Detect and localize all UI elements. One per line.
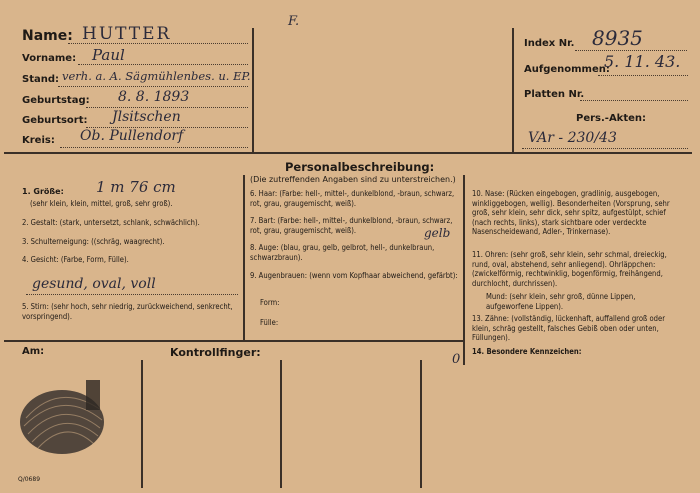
stand-line <box>58 86 248 87</box>
form-code: Q/0689 <box>18 476 41 483</box>
platten-line <box>580 100 688 101</box>
finger-divider-1 <box>141 360 143 488</box>
zero-mark: 0 <box>452 352 461 367</box>
geburtsort-value: Jlsitschen <box>112 109 181 125</box>
aufgenommen-label: Aufgenommen: <box>524 64 610 75</box>
geburtstag-line <box>86 107 248 108</box>
vorname-label: Vorname: <box>22 53 77 64</box>
index-label: Index Nr. <box>524 38 575 49</box>
schulter-text: 3. Schulterneigung: ((schräg, waagrecht). <box>22 237 165 246</box>
gesicht-line <box>26 294 238 295</box>
platten-label: Platten Nr. <box>524 89 585 100</box>
aufgenommen-value: 5. 11. 43. <box>604 52 681 71</box>
groesse-text: (sehr klein, klein, mittel, groß, sehr groß). <box>30 199 173 208</box>
section-subtitle: (Die zutreffenden Angaben sind zu unterstreichen.) <box>250 175 456 184</box>
akten-line <box>522 148 688 149</box>
index-value: 8935 <box>592 26 643 50</box>
fingerprint <box>14 376 118 460</box>
geburtstag-label: Geburtstag: <box>22 95 90 106</box>
groesse-label: 1. Größe: <box>22 187 64 196</box>
divider-header-left <box>252 28 254 152</box>
finger-divider-2 <box>280 360 282 488</box>
name-value: HUTTER <box>82 24 172 44</box>
gesicht-text: 4. Gesicht: (Farbe, Form, Fülle). <box>22 255 129 264</box>
f-mark: F. <box>288 14 300 29</box>
akten-value: VAr - 230/43 <box>528 130 617 146</box>
stirn-text: 5. Stirn: (sehr hoch, sehr niedrig, zurückweichend, senkrecht, vorspringend). <box>22 302 233 321</box>
vorname-line <box>78 64 248 65</box>
kontrollfinger-label: Kontrollfinger: <box>170 346 261 359</box>
haar-text: 6. Haar: (Farbe: hell-, mittel-, dunkelblond, -braun, schwarz, rot, grau, graugemischt, weiß). <box>250 189 455 208</box>
gestalt-text: 2. Gestalt: (stark, untersetzt, schlank, schwächlich). <box>22 218 200 227</box>
kreis-line <box>60 147 248 148</box>
index-line <box>575 50 687 51</box>
stand-label: Stand: <box>22 74 60 85</box>
name-label: Name: <box>22 28 73 44</box>
fingerprint-image <box>14 376 118 460</box>
geburtstag-value: 8. 8. 1893 <box>118 89 190 105</box>
akten-label: Pers.-Akten: <box>576 113 647 124</box>
augenbrauen-text: 9. Augenbrauen: (wenn vom Kopfhaar abweichend, gefärbt): <box>250 271 458 280</box>
kennzeichen-text: 14. Besondere Kennzeichen: <box>472 347 582 356</box>
auge-value: gelb <box>424 226 451 240</box>
aufgenommen-line <box>598 75 688 76</box>
stand-value: verh. a. A. Sägmühlenbes. u. EP. <box>62 69 251 83</box>
kreis-value: Ob. Pullendorf <box>80 128 184 144</box>
geburtsort-label: Geburtsort: <box>22 115 88 126</box>
form-label: Form: <box>260 298 280 307</box>
fuelle-label: Fülle: <box>260 318 279 327</box>
auge-text: 8. Auge: (blau, grau, gelb, gelbrot, hell-, dunkelbraun, schwarzbraun). <box>250 243 435 262</box>
mund-text: Mund: (sehr klein, sehr groß, dünne Lippen, aufgeworfene Lippen). <box>486 292 636 311</box>
zaehne-text: 13. Zähne: (vollständig, lückenhaft, auffallend groß oder klein, schräg gestellt, falsches Gebiß oben oder unten, Füllungen). <box>472 314 665 343</box>
am-label: Am: <box>22 346 45 357</box>
gesicht-value: gesund, oval, voll <box>32 276 156 292</box>
section-title: Personalbeschreibung: <box>285 160 435 174</box>
divider-header-right <box>512 28 514 152</box>
ohren-text: 11. Ohren: (sehr groß, sehr klein, sehr schmal, dreieckig, rund, oval, abstehend, sehr anliegend). Ohrläppchen: (zwickelförmig, rechtwinklig, bogenförmig, freihängend, durchlocht, durchrissen). <box>472 250 667 288</box>
divider-col1 <box>243 175 245 340</box>
finger-divider-3 <box>420 360 422 488</box>
divider-bottom <box>4 340 464 342</box>
nase-text: 10. Nase: (Rücken eingebogen, gradlinig, ausgebogen, winkliggebogen, wellig). Besonderheiten (Vorsprung, sehr groß, sehr klein, sehr dick, sehr spitz, aufgestülpt, schief (nach rechts, links), stark sichtbare oder verdeckte Nasenscheidewand, Adler-, Trinkernase). <box>472 189 670 237</box>
bart-text: 7. Bart: (Farbe: hell-, mittel-, dunkelblond, -braun, schwarz, rot, grau, graugemischt, weiß). <box>250 216 453 235</box>
divider-col2 <box>463 175 465 365</box>
groesse-value: 1 m 76 cm <box>96 178 176 196</box>
kreis-label: Kreis: <box>22 135 55 146</box>
name-line <box>68 43 248 44</box>
divider-top <box>4 152 692 154</box>
vorname-value: Paul <box>92 46 125 64</box>
